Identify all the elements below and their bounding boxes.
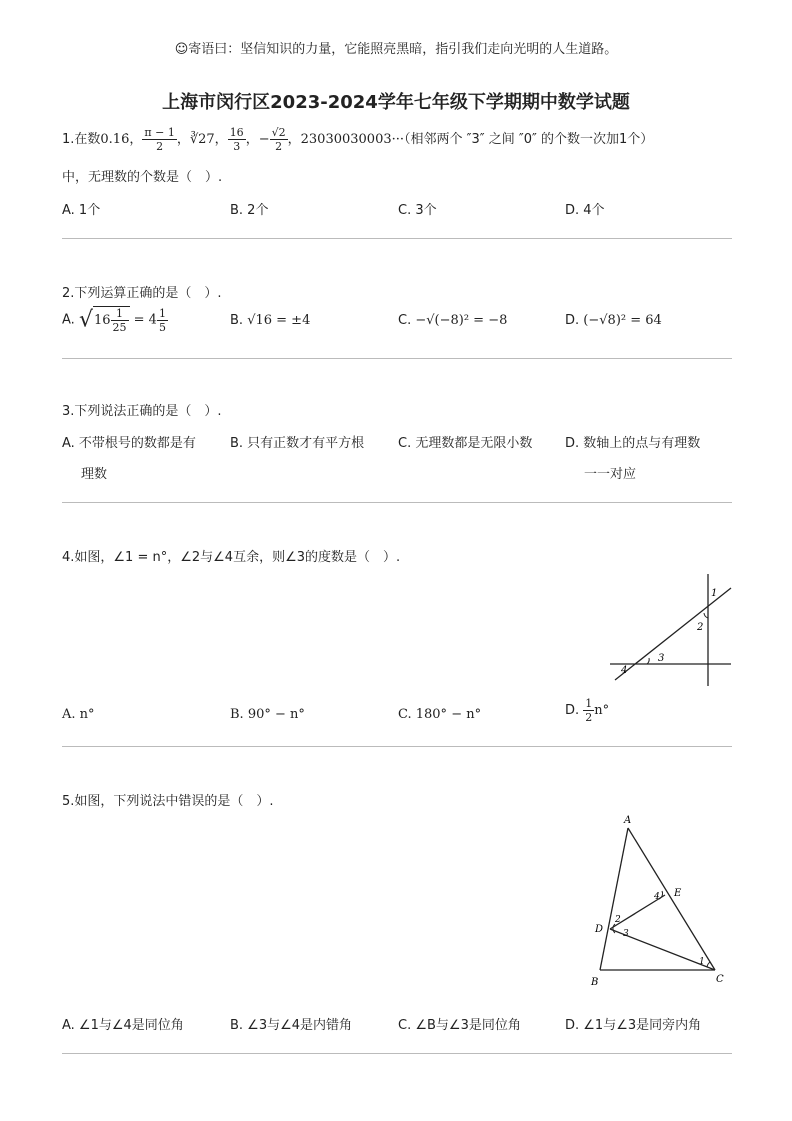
q1-frac-1: $\frac{\pi - 1}{2}$: [144, 126, 175, 153]
q4-d-tail: n°: [594, 703, 610, 718]
q5-label-3: 3: [623, 929, 629, 939]
question-1-stem: 1.在数0.16̇， $\frac{\pi - 1}{2}$ ，∛27， $\frac{16}{3}$ ，− $\frac{√2}{2}$ ，23030030003···（相邻两个 ″3″ 之间 ″0″ 的个数一次加1个）: [62, 126, 654, 153]
q1-option-a[interactable]: A. 1个: [62, 203, 101, 218]
q3-option-b[interactable]: B. 只有正数才有平方根: [230, 436, 365, 451]
q1-number-1: 0.16̇: [100, 132, 130, 147]
q5-label-2: 2: [615, 915, 621, 925]
q1-option-d[interactable]: D. 4个: [565, 203, 605, 218]
q4-d-frac: $\frac{1}{2}$: [585, 697, 593, 724]
q4-option-c[interactable]: C. 180° − n°: [398, 707, 482, 722]
q2-a-result-frac: $\frac{1}{5}$: [158, 306, 166, 334]
q1-option-b[interactable]: B. 2个: [230, 203, 269, 218]
q3-option-d[interactable]: [565, 432, 700, 482]
page-title: 上海市闵行区2023-2024学年七年级下学期期中数学试题: [162, 92, 630, 113]
question-1-line2: 中，无理数的个数是（ ）.: [62, 170, 223, 185]
q2-option-a[interactable]: [62, 306, 168, 334]
q5-option-d[interactable]: D. ∠1与∠3是同旁内角: [565, 1018, 702, 1033]
q5-option-c[interactable]: C. ∠B与∠3是同位角: [398, 1018, 521, 1033]
q4-figure: [605, 572, 735, 690]
q4-label-3: 3: [658, 653, 665, 664]
question-2-stem: 2.下列运算正确的是（ ）.: [62, 286, 222, 301]
q3-a-line2: 理数: [81, 467, 108, 482]
q1-cuberoot: ∛27: [189, 132, 215, 147]
q5-label-c: C: [716, 974, 724, 985]
question-5-stem: 5.如图，下列说法中错误的是（ ）.: [62, 794, 274, 809]
divider: [62, 238, 732, 239]
q1-frac-2: $\frac{16}{3}$: [229, 126, 244, 153]
q3-option-a[interactable]: [62, 432, 196, 482]
q5-label-4: 4: [654, 892, 660, 902]
q1-note: （相邻两个 ″3″ 之间 ″0″ 的个数一次加1个）: [404, 132, 654, 147]
q5-label-d: D: [595, 924, 604, 935]
q2-a-radical: √: [78, 307, 93, 333]
q5-figure: [585, 808, 730, 990]
q2-a-label: A.: [62, 312, 75, 328]
q3-option-c[interactable]: C. 无理数都是无限小数: [398, 436, 533, 451]
q3-d-line1: D. 数轴上的点与有理数: [565, 436, 701, 451]
q2-option-b[interactable]: [230, 313, 310, 328]
q5-label-e: E: [674, 888, 682, 899]
question-3-stem: 3.下列说法正确的是（ ）.: [62, 404, 222, 419]
q4-d-label: D.: [565, 703, 580, 718]
q2-b-expr: √16 = ±4: [247, 313, 311, 328]
q2-option-c[interactable]: [398, 313, 507, 328]
q4-option-b[interactable]: B. 90° − n°: [230, 707, 305, 722]
q2-a-expr: = 4: [133, 312, 157, 328]
q4-label-4: 4: [621, 665, 628, 676]
divider: [62, 1053, 732, 1054]
q5-side-ac: [628, 828, 715, 970]
q5-label-b: B: [591, 977, 599, 988]
q5-option-b[interactable]: B. ∠3与∠4是内错角: [230, 1018, 353, 1033]
q1-frac-3: $\frac{√2}{2}$: [271, 126, 286, 153]
q2-c-label: C.: [398, 313, 412, 328]
divider: [62, 746, 732, 747]
q4-option-d[interactable]: [565, 697, 609, 724]
q2-option-d[interactable]: [565, 313, 662, 328]
q3-a-line1: A. 不带根号的数都是有: [62, 436, 196, 451]
q4-option-a[interactable]: A. n°: [62, 707, 95, 722]
divider: [62, 358, 732, 359]
q1-lead: 1.在数: [62, 132, 101, 147]
q2-b-label: B.: [230, 313, 244, 328]
q4-label-2: 2: [697, 622, 704, 633]
q5-option-a[interactable]: A. ∠1与∠4是同位角: [62, 1018, 184, 1033]
q2-c-expr: −√(−8)² = −8: [415, 313, 508, 328]
divider: [62, 502, 732, 503]
q2-a-radicand: 16 $\frac{1}{25}$: [93, 306, 130, 334]
q4-label-1: 1: [711, 588, 718, 599]
q2-d-expr: (−√8)² = 64: [583, 313, 662, 328]
q3-d-line2: 一一对应: [584, 467, 637, 482]
q4-transversal: [615, 588, 731, 680]
q5-label-1: 1: [699, 957, 705, 967]
q1-sequence: 23030030003···: [300, 132, 405, 147]
q2-d-label: D.: [565, 313, 580, 328]
q5-label-a: A: [624, 815, 632, 826]
q5-side-ab: [600, 828, 628, 970]
question-4-stem: 4.如图，∠1 = n°，∠2与∠4互余，则∠3的度数是（ ）.: [62, 550, 401, 565]
q1-option-c[interactable]: C. 3个: [398, 203, 437, 218]
motto: ☺寄语曰：坚信知识的力量，它能照亮黑暗，指引我们走向光明的人生道路。: [174, 42, 618, 57]
